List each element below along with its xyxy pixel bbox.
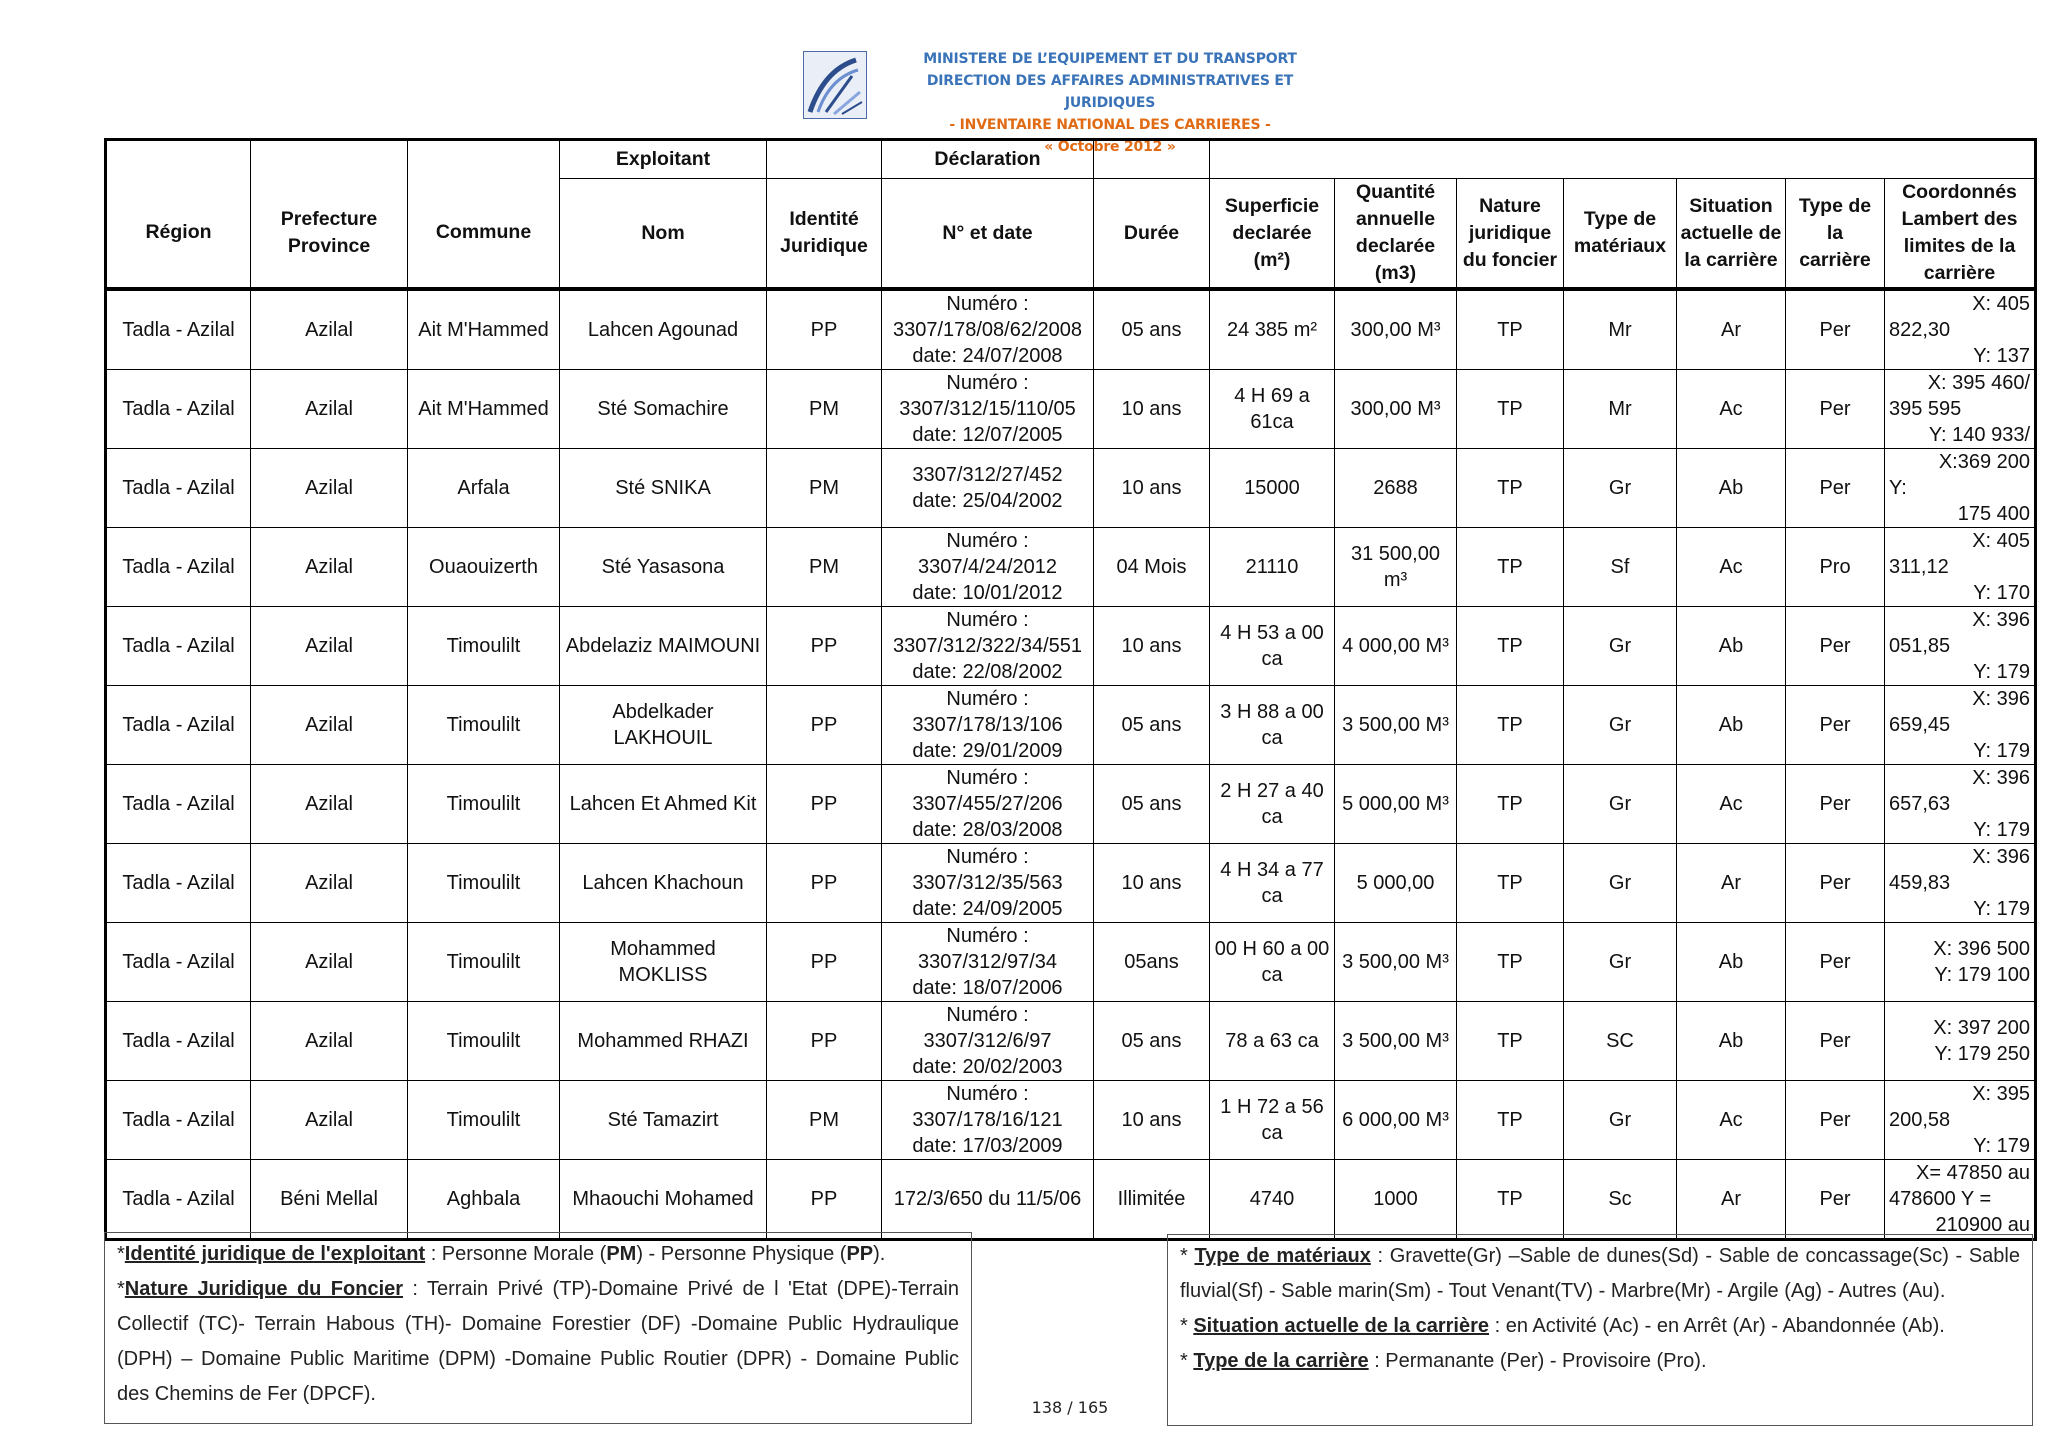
cell-situation: Ar — [1677, 844, 1786, 923]
coord-line-3: Y: 179 250 — [1934, 1043, 2031, 1065]
coord-line-2: 659,45 — [1889, 714, 1951, 736]
cell-declaration — [882, 765, 1094, 844]
cell-situation: Ab — [1677, 607, 1786, 686]
cell-declaration — [882, 607, 1094, 686]
col-header-numero-date: N° et date — [882, 179, 1094, 290]
cell-type-materiaux: Gr — [1564, 923, 1677, 1002]
declaration-number: 3307/312/322/34/551 — [892, 635, 1083, 657]
cell-nom: Mhaouchi Mohamed — [560, 1160, 767, 1240]
col-header-nom: Nom — [560, 179, 767, 290]
cell-type-carriere: Per — [1786, 844, 1885, 923]
coord-line-3: Y: 137 — [1973, 345, 2031, 367]
cell-coordonnees — [1885, 449, 2036, 528]
cell-type-materiaux: Gr — [1564, 765, 1677, 844]
coord-line-1: X:369 200 — [1938, 451, 2031, 473]
coord-line-1: X: 396 — [1972, 609, 2031, 631]
cell-superficie: 15000 — [1210, 449, 1335, 528]
cell-superficie: 2 H 27 a 40 ca — [1210, 765, 1335, 844]
cell-superficie: 4 H 53 a 00 ca — [1210, 607, 1335, 686]
cell-nom: Lahcen Khachoun — [560, 844, 767, 923]
cell-type-materiaux: Gr — [1564, 607, 1677, 686]
cell-duree: 10 ans — [1094, 370, 1210, 449]
cell-prefecture: Azilal — [251, 686, 408, 765]
group-header-row — [106, 140, 2036, 179]
cell-region: Tadla - Azilal — [106, 923, 251, 1002]
cell-prefecture: Azilal — [251, 844, 408, 923]
cell-nature: TP — [1457, 765, 1564, 844]
coord-line-1: X: 396 500 — [1933, 938, 2031, 960]
cell-nature: TP — [1457, 1160, 1564, 1240]
group-header-exploitant: Exploitant — [560, 140, 767, 179]
cell-declaration — [882, 289, 1094, 370]
cell-commune: Ait M'Hammed — [408, 289, 560, 370]
cell-nom: Lahcen Et Ahmed Kit — [560, 765, 767, 844]
cell-type-materiaux: Sf — [1564, 528, 1677, 607]
cell-nature: TP — [1457, 449, 1564, 528]
cell-coordonnees — [1885, 765, 2036, 844]
cell-region: Tadla - Azilal — [106, 1160, 251, 1240]
col-header-type-carriere: Type de la carrière — [1786, 179, 1885, 290]
cell-situation: Ac — [1677, 528, 1786, 607]
cell-type-materiaux: Sc — [1564, 1160, 1677, 1240]
cell-situation: Ab — [1677, 923, 1786, 1002]
cell-region: Tadla - Azilal — [106, 686, 251, 765]
cell-superficie: 24 385 m² — [1210, 289, 1335, 370]
cell-prefecture: Azilal — [251, 1002, 408, 1081]
cell-superficie: 1 H 72 a 56 ca — [1210, 1081, 1335, 1160]
legend-situation: * Situation actuelle de la carrière : en Activité (Ac) - en Arrêt (Ar) - Abandonnée (Ab). — [1180, 1315, 1945, 1337]
cell-superficie: 4 H 69 a 61ca — [1210, 370, 1335, 449]
col-header-quantite: Quantité annuelle declarée (m3) — [1335, 179, 1457, 290]
cell-type-carriere: Per — [1786, 686, 1885, 765]
col-header-commune: Commune — [408, 179, 560, 290]
declaration-date: date: 10/01/2012 — [912, 582, 1063, 604]
cell-type-carriere: Per — [1786, 923, 1885, 1002]
declaration-number: 3307/455/27/206 — [912, 793, 1063, 815]
cell-nom: Sté Yasasona — [560, 528, 767, 607]
quarry-inventory-table — [104, 138, 2037, 1241]
declaration-label: Numéro : — [946, 609, 1029, 631]
col-header-prefecture: Prefecture Province — [251, 179, 408, 290]
cell-prefecture: Azilal — [251, 370, 408, 449]
cell-nom: Sté Tamazirt — [560, 1081, 767, 1160]
cell-identite: PP — [767, 686, 882, 765]
cell-quantite: 6 000,00 M³ — [1335, 1081, 1457, 1160]
cell-prefecture: Azilal — [251, 1081, 408, 1160]
cell-prefecture: Azilal — [251, 289, 408, 370]
cell-identite: PP — [767, 844, 882, 923]
coord-line-3: Y: 179 — [1973, 819, 2031, 841]
cell-nature: TP — [1457, 1002, 1564, 1081]
cell-type-materiaux: Gr — [1564, 686, 1677, 765]
declaration-number: 3307/312/27/452 — [912, 464, 1063, 486]
cell-identite: PM — [767, 370, 882, 449]
cell-type-materiaux: Gr — [1564, 449, 1677, 528]
declaration-label: Numéro : — [946, 688, 1029, 710]
coord-line-2: 051,85 — [1889, 635, 1951, 657]
coord-line-2: 311,12 — [1889, 556, 1949, 578]
cell-duree: 05ans — [1094, 923, 1210, 1002]
declaration-date: date: 22/08/2002 — [912, 661, 1063, 683]
cell-region: Tadla - Azilal — [106, 370, 251, 449]
declaration-number: 172/3/650 du 11/5/06 — [893, 1188, 1082, 1210]
cell-identite: PP — [767, 1002, 882, 1081]
cell-superficie: 4740 — [1210, 1160, 1335, 1240]
declaration-date: date: 20/02/2003 — [912, 1056, 1063, 1078]
legend-right — [1167, 1234, 2033, 1426]
declaration-date: date: 17/03/2009 — [912, 1135, 1063, 1157]
declaration-label: Numéro : — [946, 767, 1029, 789]
cell-coordonnees — [1885, 844, 2036, 923]
cell-commune: Aghbala — [408, 1160, 560, 1240]
table-row — [106, 289, 2036, 370]
table-row — [106, 686, 2036, 765]
cell-quantite: 300,00 M³ — [1335, 289, 1457, 370]
legend-type-carriere-title: Type de la carrière — [1193, 1350, 1369, 1372]
cell-coordonnees — [1885, 1002, 2036, 1081]
cell-type-materiaux: SC — [1564, 1002, 1677, 1081]
coord-line-3: 175 400 — [1957, 503, 2031, 525]
cell-declaration — [882, 528, 1094, 607]
cell-nom: Mohammed RHAZI — [560, 1002, 767, 1081]
cell-identite: PP — [767, 607, 882, 686]
cell-region: Tadla - Azilal — [106, 1081, 251, 1160]
cell-quantite: 2688 — [1335, 449, 1457, 528]
cell-coordonnees — [1885, 1160, 2036, 1240]
declaration-number: 3307/312/97/34 — [917, 951, 1058, 973]
coord-line-2: 395 595 — [1889, 398, 1962, 420]
declaration-date: date: 24/09/2005 — [912, 898, 1063, 920]
cell-situation: Ab — [1677, 1002, 1786, 1081]
page-number: 138 / 165 — [1031, 1398, 1109, 1417]
inventory-title: - INVENTAIRE NATIONAL DES CARRIERES - — [949, 117, 1271, 133]
col-header-type-materiaux: Type de matériaux — [1564, 179, 1677, 290]
declaration-date: date: 28/03/2008 — [912, 819, 1063, 841]
declaration-date: date: 12/07/2005 — [912, 424, 1063, 446]
col-header-superficie: Superficie declarée (m²) — [1210, 179, 1335, 290]
document-header — [0, 48, 2048, 155]
cell-type-carriere: Per — [1786, 607, 1885, 686]
coord-line-1: X: 396 — [1972, 688, 2031, 710]
declaration-date: date: 18/07/2006 — [912, 977, 1063, 999]
table-row — [106, 923, 2036, 1002]
cell-type-carriere: Per — [1786, 1002, 1885, 1081]
cell-identite: PP — [767, 1160, 882, 1240]
table-row — [106, 607, 2036, 686]
legend-identite-title: Identité juridique de l'exploitant — [124, 1243, 426, 1265]
declaration-label: Numéro : — [946, 846, 1029, 868]
col-header-nature: Nature juridique du foncier — [1457, 179, 1564, 290]
cell-duree: 10 ans — [1094, 449, 1210, 528]
cell-region: Tadla - Azilal — [106, 289, 251, 370]
cell-quantite: 5 000,00 — [1335, 844, 1457, 923]
legend-identite: *Identité juridique de l'exploitant : Personne Morale (PM) - Personne Physique (PP). — [117, 1243, 886, 1265]
cell-nom: Lahcen Agounad — [560, 289, 767, 370]
coord-line-1: X: 405 — [1972, 293, 2031, 315]
cell-prefecture: Azilal — [251, 923, 408, 1002]
direction-name: DIRECTION DES AFFAIRES ADMINISTRATIVES ET JURIDIQUES — [926, 73, 1294, 111]
cell-nom: Abdelkader LAKHOUIL — [560, 686, 767, 765]
cell-commune: Timoulilt — [408, 923, 560, 1002]
cell-identite: PM — [767, 1081, 882, 1160]
legend-type-materiaux: * Type de matériaux : Gravette(Gr) –Sable de dunes(Sd) - Sable de concassage(Sc) - Sable fluvial(Sf) - Sable marin(Sm) - Tout Venant(TV) - Marbre(Mr) - Argile (Ag) - Autres (Au). — [1180, 1245, 2020, 1302]
coord-line-2: 478600 Y = — [1889, 1188, 1992, 1210]
coord-line-2: 657,63 — [1889, 793, 1951, 815]
table-row — [106, 449, 2036, 528]
cell-type-materiaux: Mr — [1564, 289, 1677, 370]
cell-nature: TP — [1457, 686, 1564, 765]
cell-prefecture: Béni Mellal — [251, 1160, 408, 1240]
coord-line-2: 459,83 — [1889, 872, 1951, 894]
cell-nature: TP — [1457, 923, 1564, 1002]
cell-type-carriere: Per — [1786, 1160, 1885, 1240]
cell-nature: TP — [1457, 607, 1564, 686]
declaration-label: Numéro : — [946, 925, 1029, 947]
legend-situation-title: Situation actuelle de la carrière — [1193, 1315, 1490, 1337]
cell-identite: PM — [767, 449, 882, 528]
cell-region: Tadla - Azilal — [106, 1002, 251, 1081]
legend-nature-juridique: *Nature Juridique du Foncier : Terrain Privé (TP)-Domaine Privé de l 'Etat (DPE)-Terrain Collectif (TC)- Terrain Habous (TH)- Domaine Forestier (DF) -Domaine Public Hydraulique (DPH) – Domaine Public Maritime (DPM) -Domaine Public Routier (DPR) - Domaine Public des Chemins de Fer (DPCF). — [117, 1278, 959, 1405]
cell-quantite: 4 000,00 M³ — [1335, 607, 1457, 686]
table-body — [106, 289, 2036, 1240]
cell-quantite: 1000 — [1335, 1160, 1457, 1240]
cell-situation: Ac — [1677, 765, 1786, 844]
cell-quantite: 5 000,00 M³ — [1335, 765, 1457, 844]
cell-commune: Timoulilt — [408, 1002, 560, 1081]
cell-nom: Sté SNIKA — [560, 449, 767, 528]
coord-line-2: 200,58 — [1889, 1109, 1951, 1131]
cell-quantite: 3 500,00 M³ — [1335, 1002, 1457, 1081]
cell-region: Tadla - Azilal — [106, 844, 251, 923]
cell-type-carriere: Per — [1786, 289, 1885, 370]
cell-prefecture: Azilal — [251, 528, 408, 607]
declaration-label: Numéro : — [946, 530, 1029, 552]
table-row — [106, 844, 2036, 923]
cell-commune: Timoulilt — [408, 686, 560, 765]
cell-identite: PP — [767, 289, 882, 370]
cell-duree: 04 Mois — [1094, 528, 1210, 607]
cell-type-materiaux: Gr — [1564, 1081, 1677, 1160]
cell-commune: Timoulilt — [408, 765, 560, 844]
declaration-number: 3307/312/6/97 — [923, 1030, 1052, 1052]
declaration-date: date: 24/07/2008 — [912, 345, 1063, 367]
cell-quantite: 3 500,00 M³ — [1335, 923, 1457, 1002]
cell-prefecture: Azilal — [251, 607, 408, 686]
cell-duree: 10 ans — [1094, 1081, 1210, 1160]
declaration-date: date: 29/01/2009 — [912, 740, 1063, 762]
cell-coordonnees — [1885, 528, 2036, 607]
coord-line-3: Y: 179 — [1973, 740, 2031, 762]
cell-declaration — [882, 449, 1094, 528]
declaration-date: date: 25/04/2002 — [912, 490, 1063, 512]
cell-type-materiaux: Mr — [1564, 370, 1677, 449]
cell-quantite: 3 500,00 M³ — [1335, 686, 1457, 765]
cell-quantite: 31 500,00 m³ — [1335, 528, 1457, 607]
cell-declaration — [882, 686, 1094, 765]
coord-line-3: Y: 170 — [1973, 582, 2031, 604]
coord-line-3: Y: 140 933/ — [1928, 424, 2031, 446]
inventory-date: « Octobre 2012 » — [1044, 139, 1176, 155]
cell-superficie: 4 H 34 a 77 ca — [1210, 844, 1335, 923]
cell-nature: TP — [1457, 1081, 1564, 1160]
legend-left — [104, 1232, 972, 1424]
declaration-number: 3307/178/08/62/2008 — [892, 319, 1083, 341]
declaration-number: 3307/312/15/110/05 — [899, 398, 1076, 420]
declaration-label: Numéro : — [946, 293, 1029, 315]
cell-nature: TP — [1457, 844, 1564, 923]
cell-duree: 05 ans — [1094, 1002, 1210, 1081]
cell-type-carriere: Pro — [1786, 528, 1885, 607]
declaration-number: 3307/178/16/121 — [912, 1109, 1063, 1131]
table-row — [106, 1002, 2036, 1081]
cell-nom: Mohammed MOKLISS — [560, 923, 767, 1002]
column-header-row — [106, 179, 2036, 290]
cell-commune: Arfala — [408, 449, 560, 528]
declaration-label: Numéro : — [946, 1083, 1029, 1105]
declaration-label: Numéro : — [946, 372, 1029, 394]
cell-type-carriere: Per — [1786, 765, 1885, 844]
cell-duree: Illimitée — [1094, 1160, 1210, 1240]
cell-nom: Abdelaziz MAIMOUNI — [560, 607, 767, 686]
cell-declaration — [882, 1160, 1094, 1240]
cell-situation: Ac — [1677, 370, 1786, 449]
cell-situation: Ac — [1677, 1081, 1786, 1160]
cell-duree: 05 ans — [1094, 765, 1210, 844]
ministry-name: MINISTERE DE L’EQUIPEMENT ET DU TRANSPORT — [923, 51, 1297, 67]
coord-line-1: X= 47850 au — [1916, 1162, 2031, 1184]
legend-type-carriere: * Type de la carrière : Permanante (Per) - Provisoire (Pro). — [1180, 1350, 1707, 1372]
coord-line-1: X: 395 460/ — [1927, 372, 2031, 394]
coord-line-3: Y: 179 100 — [1934, 964, 2031, 986]
cell-superficie: 21110 — [1210, 528, 1335, 607]
cell-quantite: 300,00 M³ — [1335, 370, 1457, 449]
cell-coordonnees — [1885, 607, 2036, 686]
cell-nature: TP — [1457, 370, 1564, 449]
cell-duree: 10 ans — [1094, 844, 1210, 923]
cell-situation: Ar — [1677, 289, 1786, 370]
declaration-number: 3307/178/13/106 — [912, 714, 1063, 736]
legend-type-materiaux-title: Type de matériaux — [1194, 1245, 1371, 1267]
cell-coordonnees — [1885, 923, 2036, 1002]
cell-type-carriere: Per — [1786, 1081, 1885, 1160]
cell-duree: 05 ans — [1094, 289, 1210, 370]
declaration-number: 3307/312/35/563 — [912, 872, 1063, 894]
cell-commune: Timoulilt — [408, 607, 560, 686]
cell-identite: PM — [767, 528, 882, 607]
cell-coordonnees — [1885, 1081, 2036, 1160]
cell-region: Tadla - Azilal — [106, 765, 251, 844]
cell-declaration — [882, 370, 1094, 449]
cell-nature: TP — [1457, 528, 1564, 607]
table-row — [106, 370, 2036, 449]
cell-prefecture: Azilal — [251, 765, 408, 844]
coord-line-1: X: 395 — [1972, 1083, 2031, 1105]
cell-prefecture: Azilal — [251, 449, 408, 528]
col-header-situation: Situation actuelle de la carrière — [1677, 179, 1786, 290]
cell-coordonnees — [1885, 686, 2036, 765]
cell-region: Tadla - Azilal — [106, 449, 251, 528]
cell-duree: 10 ans — [1094, 607, 1210, 686]
cell-commune: Timoulilt — [408, 1081, 560, 1160]
col-header-identite: Identité Juridique — [767, 179, 882, 290]
legend-nature-title: Nature Juridique du Foncier — [124, 1278, 404, 1300]
cell-coordonnees — [1885, 289, 2036, 370]
cell-commune: Timoulilt — [408, 844, 560, 923]
cell-situation: Ab — [1677, 449, 1786, 528]
coord-line-2: 822,30 — [1889, 319, 1951, 341]
legend-nature-text: : Terrain Privé (TP)-Domaine Privé de l 'Etat (DPE)-Terrain Collectif (TC)- Terrain Habous (TH)- Domaine Forestier (DF) -Domaine Public Hydraulique (DPH) – Domaine Public Maritime (DPM) -Domaine Public Routier (DPR) - Domaine Public des Chemins de Fer (DPCF). — [117, 1278, 959, 1405]
ministry-logo-icon — [803, 51, 867, 119]
cell-commune: Ait M'Hammed — [408, 370, 560, 449]
coord-line-3: Y: 179 — [1973, 898, 2031, 920]
declaration-number: 3307/4/24/2012 — [917, 556, 1058, 578]
cell-type-materiaux: Gr — [1564, 844, 1677, 923]
col-header-duree: Durée — [1094, 179, 1210, 290]
cell-superficie: 00 H 60 a 00 ca — [1210, 923, 1335, 1002]
cell-type-carriere: Per — [1786, 370, 1885, 449]
declaration-label: Numéro : — [946, 1004, 1029, 1026]
cell-declaration — [882, 1002, 1094, 1081]
coord-line-3: Y: 179 — [1973, 1135, 2031, 1157]
cell-region: Tadla - Azilal — [106, 607, 251, 686]
group-header-declaration: Déclaration — [882, 140, 1094, 179]
cell-identite: PP — [767, 923, 882, 1002]
coord-line-1: X: 405 — [1972, 530, 2031, 552]
cell-coordonnees — [1885, 370, 2036, 449]
cell-duree: 05 ans — [1094, 686, 1210, 765]
coord-line-1: X: 397 200 — [1933, 1017, 2031, 1039]
table-row — [106, 528, 2036, 607]
col-header-coordonnees: Coordonnés Lambert des limites de la carrière — [1885, 179, 2036, 290]
cell-nature: TP — [1457, 289, 1564, 370]
cell-region: Tadla - Azilal — [106, 528, 251, 607]
coord-line-1: X: 396 — [1972, 767, 2031, 789]
cell-superficie: 3 H 88 a 00 ca — [1210, 686, 1335, 765]
table-row — [106, 1160, 2036, 1240]
cell-declaration — [882, 1081, 1094, 1160]
cell-declaration — [882, 844, 1094, 923]
cell-declaration — [882, 923, 1094, 1002]
cell-situation: Ar — [1677, 1160, 1786, 1240]
coord-line-3: Y: 179 — [1973, 661, 2031, 683]
table-row — [106, 765, 2036, 844]
coord-line-1: X: 396 — [1972, 846, 2031, 868]
cell-commune: Ouaouizerth — [408, 528, 560, 607]
cell-identite: PP — [767, 765, 882, 844]
cell-type-carriere: Per — [1786, 449, 1885, 528]
coord-line-2: Y: — [1889, 477, 1907, 499]
cell-nom: Sté Somachire — [560, 370, 767, 449]
table-row — [106, 1081, 2036, 1160]
coord-line-3: 210900 au — [1935, 1214, 2031, 1236]
cell-superficie: 78 a 63 ca — [1210, 1002, 1335, 1081]
col-header-region: Région — [106, 179, 251, 290]
cell-situation: Ab — [1677, 686, 1786, 765]
